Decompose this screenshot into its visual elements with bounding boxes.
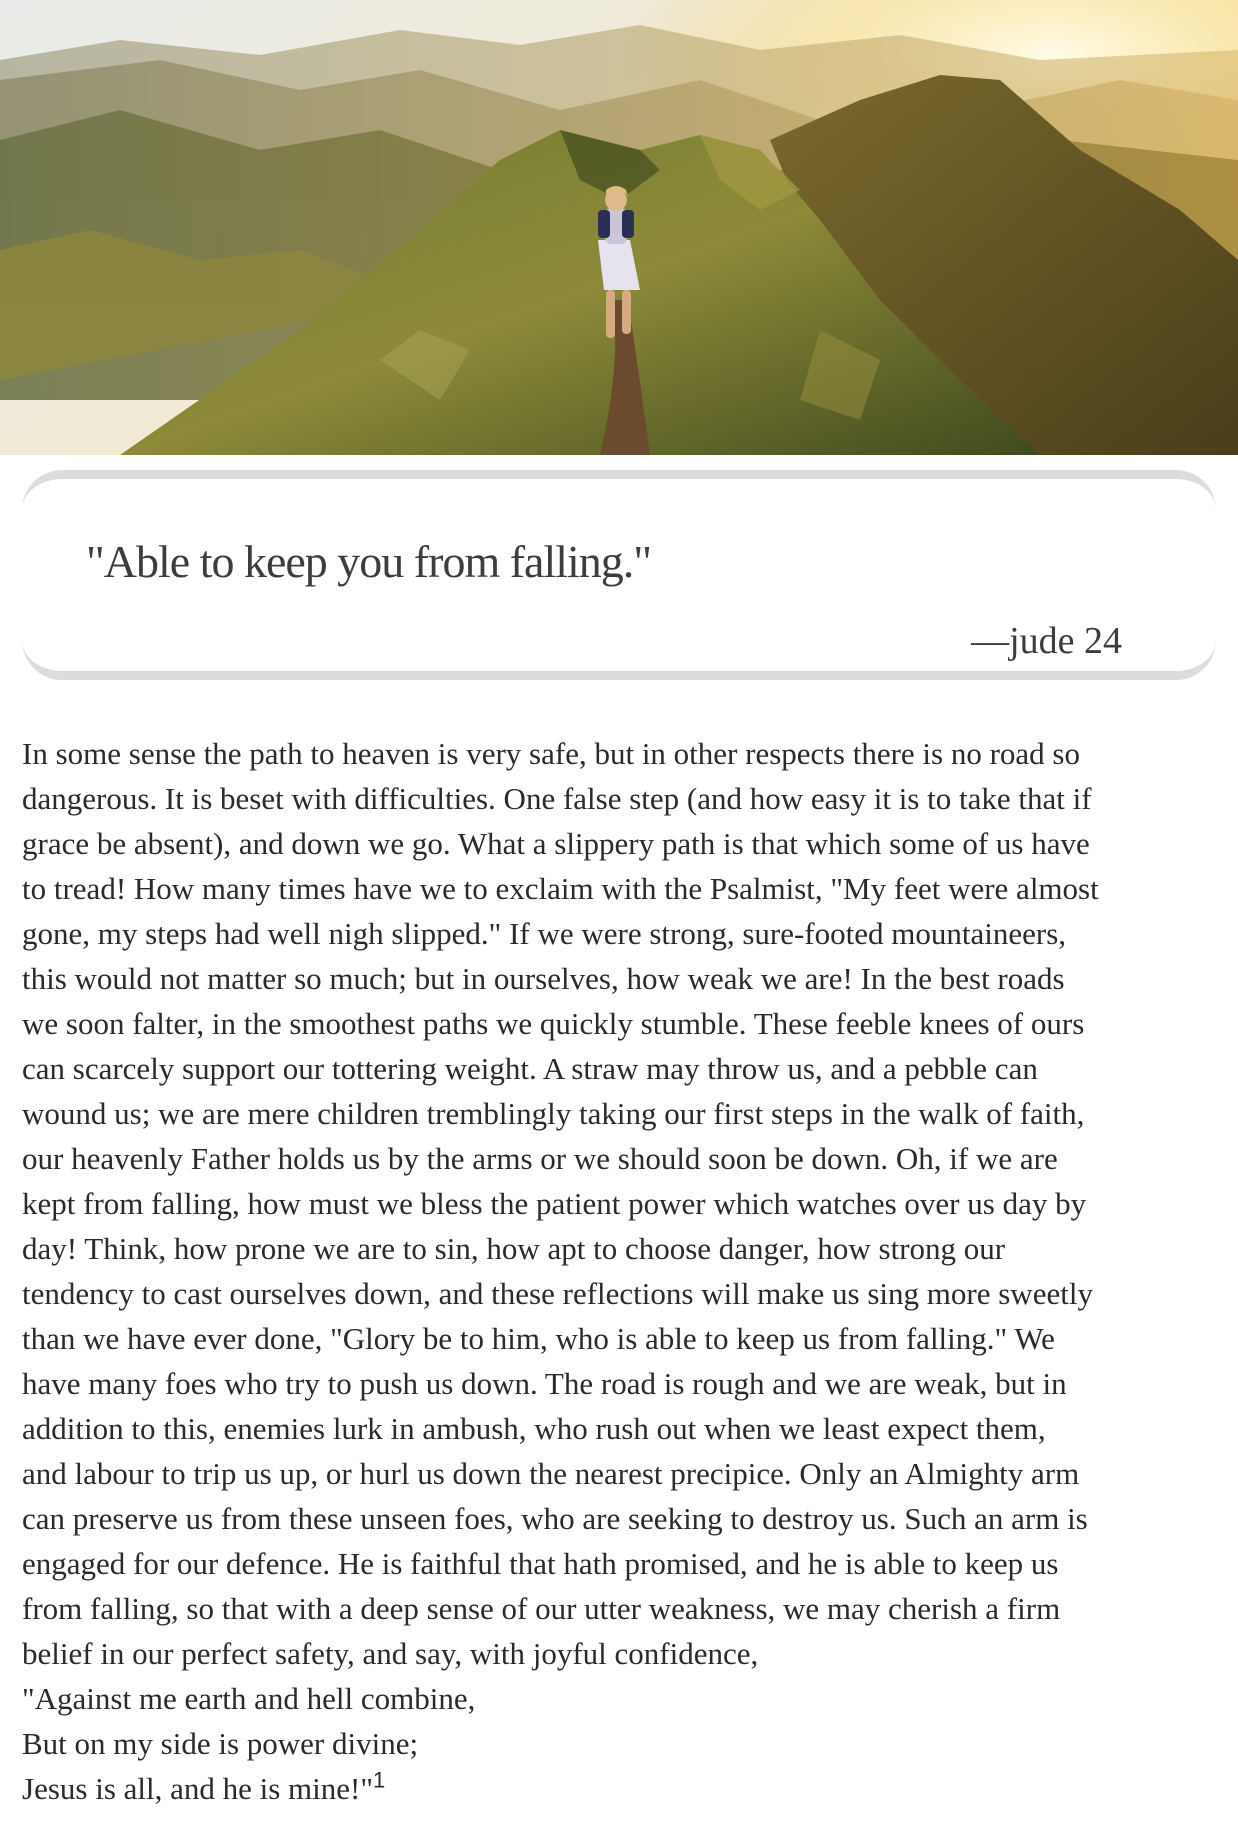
body-line (22, 1676, 1222, 1721)
body-line-text: day! Think, how prone we are to sin, how apt to choose danger, how strong our (22, 1231, 1006, 1266)
body-line-text: can scarcely support our tottering weight. A straw may throw us, and a pebble can (22, 1051, 1038, 1086)
body-line-text: wound us; we are mere children tremblingly taking our first steps in the walk of faith, (22, 1096, 1085, 1131)
hero-image (0, 0, 1238, 455)
body-line-text: our heavenly Father holds us by the arms or we should soon be down. Oh, if we are (22, 1141, 1058, 1176)
body-line-text: belief in our perfect safety, and say, with joyful confidence, (22, 1636, 759, 1671)
body-line-text: and labour to trip us up, or hurl us down the nearest precipice. Only an Almighty arm (22, 1456, 1080, 1491)
body-line (22, 1136, 1222, 1181)
body-line (22, 866, 1222, 911)
body-line-text: tendency to cast ourselves down, and these reflections will make us sing more sweetly (22, 1276, 1093, 1311)
body-line (22, 1631, 1222, 1676)
body-line (22, 1271, 1222, 1316)
body-line-text: to tread! How many times have we to exclaim with the Psalmist, "My feet were almost (22, 871, 1099, 906)
body-line (22, 1316, 1222, 1361)
body-line-text: addition to this, enemies lurk in ambush, who rush out when we least expect them, (22, 1411, 1046, 1446)
body-line-text: "Against me earth and hell combine, (22, 1681, 476, 1716)
body-line (22, 1451, 1222, 1496)
body-line (22, 1586, 1222, 1631)
body-line-text: In some sense the path to heaven is very safe, but in other respects there is no road so (22, 736, 1080, 771)
quote-reference: —jude 24 (971, 620, 1122, 662)
body-line (22, 731, 1222, 776)
body-line-text: have many foes who try to push us down. The road is rough and we are weak, but in (22, 1366, 1067, 1401)
body-line (22, 1766, 1222, 1811)
body-line (22, 776, 1222, 821)
body-line (22, 1541, 1222, 1586)
quote-card (22, 470, 1216, 680)
body-line-text: dangerous. It is beset with difficulties. One false step (and how easy it is to take that if (22, 781, 1092, 816)
body-line-text: Jesus is all, and he is mine!" (22, 1771, 374, 1806)
body-line-text: than we have ever done, "Glory be to him, who is able to keep us from falling." We (22, 1321, 1055, 1356)
body-line (22, 1361, 1222, 1406)
body-line (22, 1226, 1222, 1271)
body-line-text: we soon falter, in the smoothest paths we quickly stumble. These feeble knees of ours (22, 1006, 1085, 1041)
body-line-text: can preserve us from these unseen foes, who are seeking to destroy us. Such an arm is (22, 1501, 1088, 1536)
body-line-text: from falling, so that with a deep sense of our utter weakness, we may cherish a firm (22, 1591, 1061, 1626)
body-line-text: engaged for our defence. He is faithful that hath promised, and he is able to keep us (22, 1546, 1059, 1581)
body-line-text: this would not matter so much; but in ourselves, how weak we are! In the best roads (22, 961, 1065, 996)
body-line (22, 821, 1222, 866)
body-line (22, 1181, 1222, 1226)
body-line-text: grace be absent), and down we go. What a slippery path is that which some of us have (22, 826, 1090, 861)
body-line (22, 1496, 1222, 1541)
devotional-body (22, 731, 1222, 1811)
body-line (22, 956, 1222, 1001)
body-line-text: gone, my steps had well nigh slipped." If we were strong, sure-footed mountaineers, (22, 916, 1067, 951)
body-line (22, 1001, 1222, 1046)
body-line (22, 911, 1222, 956)
body-line-text: But on my side is power divine; (22, 1726, 419, 1761)
footnote-marker[interactable]: 1 (373, 1767, 386, 1793)
mountain-ridge-hiker-photo-icon (0, 0, 1238, 455)
quote-text: "Able to keep you from falling." (86, 536, 652, 587)
body-line (22, 1091, 1222, 1136)
body-line (22, 1721, 1222, 1766)
body-line-text: kept from falling, how must we bless the patient power which watches over us day by (22, 1186, 1087, 1221)
body-line (22, 1406, 1222, 1451)
body-line (22, 1046, 1222, 1091)
